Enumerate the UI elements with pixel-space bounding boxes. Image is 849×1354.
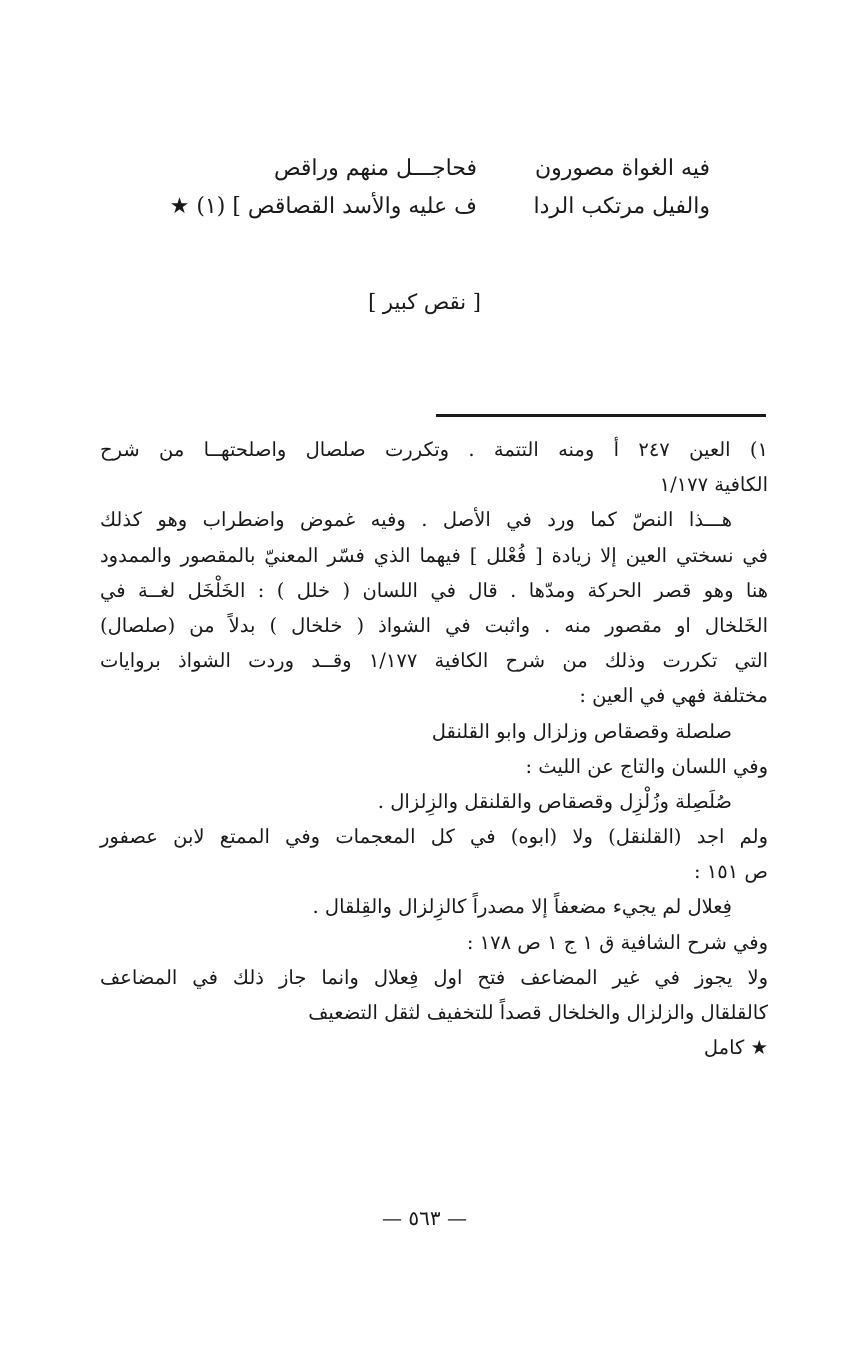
poem-line-2 (100, 188, 710, 226)
meter-label: ★ كامل (703, 1036, 768, 1060)
footnote-line: هنا وهو قصر الحركة ومدّها . قال في اللسان ( خلل ) : الخَلْخَل لغــة في (100, 578, 768, 602)
footnote-line: في نسختي العين إلا زيادة [ فُعْلل ] فيهما الذي فسّر المعنيّ بالمقصور والممدود (100, 543, 768, 567)
footnote-line: التي تكررت وذلك من شرح الكافية ١/١٧٧ وقــد وردت الشواذ بروايات (100, 649, 768, 673)
footnote-line: صُلَصِلة وزُلْزِل وقصقاص والقلنقل والزِلزال . (377, 789, 732, 813)
footnote-line: فِعلال لم يجيء مضعفاً إلا مصدراً كالزِلزال والقِلقال . (312, 895, 732, 919)
footnote-line: مختلفة فهي في العين : (579, 684, 768, 708)
footnote-line: الخَلخال او مقصور منه . واثبت في الشواذ ( خلخال ) بدلاً من (صلصال) (100, 613, 768, 637)
poem-line-2-first-hemistich: والفيل مرتكب الردا (533, 194, 710, 219)
footnote-line: الكافية ١/١٧٧ (659, 473, 768, 497)
footnote-line: وفي شرح الشافية ق ١ ج ١ ص ١٧٨ : (466, 930, 768, 954)
footnote-line: صلصلة وقصقاص وزلزال وابو القلنقل (431, 719, 732, 743)
page-number: — ٥٦٣ — (382, 1206, 467, 1230)
footnote-line: وفي اللسان والتاج عن الليث : (525, 754, 768, 778)
footnote-line: ص ١٥١ : (694, 860, 768, 884)
footnote-divider (436, 414, 766, 417)
poem-block (100, 150, 710, 226)
poem-line-1-second-hemistich: فحاجـــل منهم وراقص (273, 156, 477, 181)
footnote-line: ولا يجوز في غير المضاعف فتح اول فِعلال وانما جاز ذلك في المضاعف (100, 965, 768, 989)
gap-note: [ نقص كبير ] (368, 290, 481, 314)
footnote-line: كالقلقال والزلزال والخلخال قصداً للتخفيف لثقل التضعيف (308, 1001, 768, 1024)
poem-line-1-first-hemistich: فيه الغواة مصورون (534, 156, 710, 181)
footnote-line: ١) العين ٢٤٧ أ ومنه التتمة . وتكررت صلصال واصلحتهــا من شرح (100, 438, 769, 461)
footnote-line: هـــذا النصّ كما ورد في الأصل . وفيه غموض واضطراب وهو كذلك (100, 508, 732, 532)
poem-line-1 (100, 150, 710, 188)
footnotes-block (100, 432, 768, 1065)
footnote-line: ولم اجد (القلنقل) ولا (ابوه) في كل المعجمات وفي الممتع لابن عصفور (100, 825, 768, 849)
poem-line-2-second-hemistich: ف عليه والأسد القصاقص ] (١) ★ (169, 194, 477, 219)
